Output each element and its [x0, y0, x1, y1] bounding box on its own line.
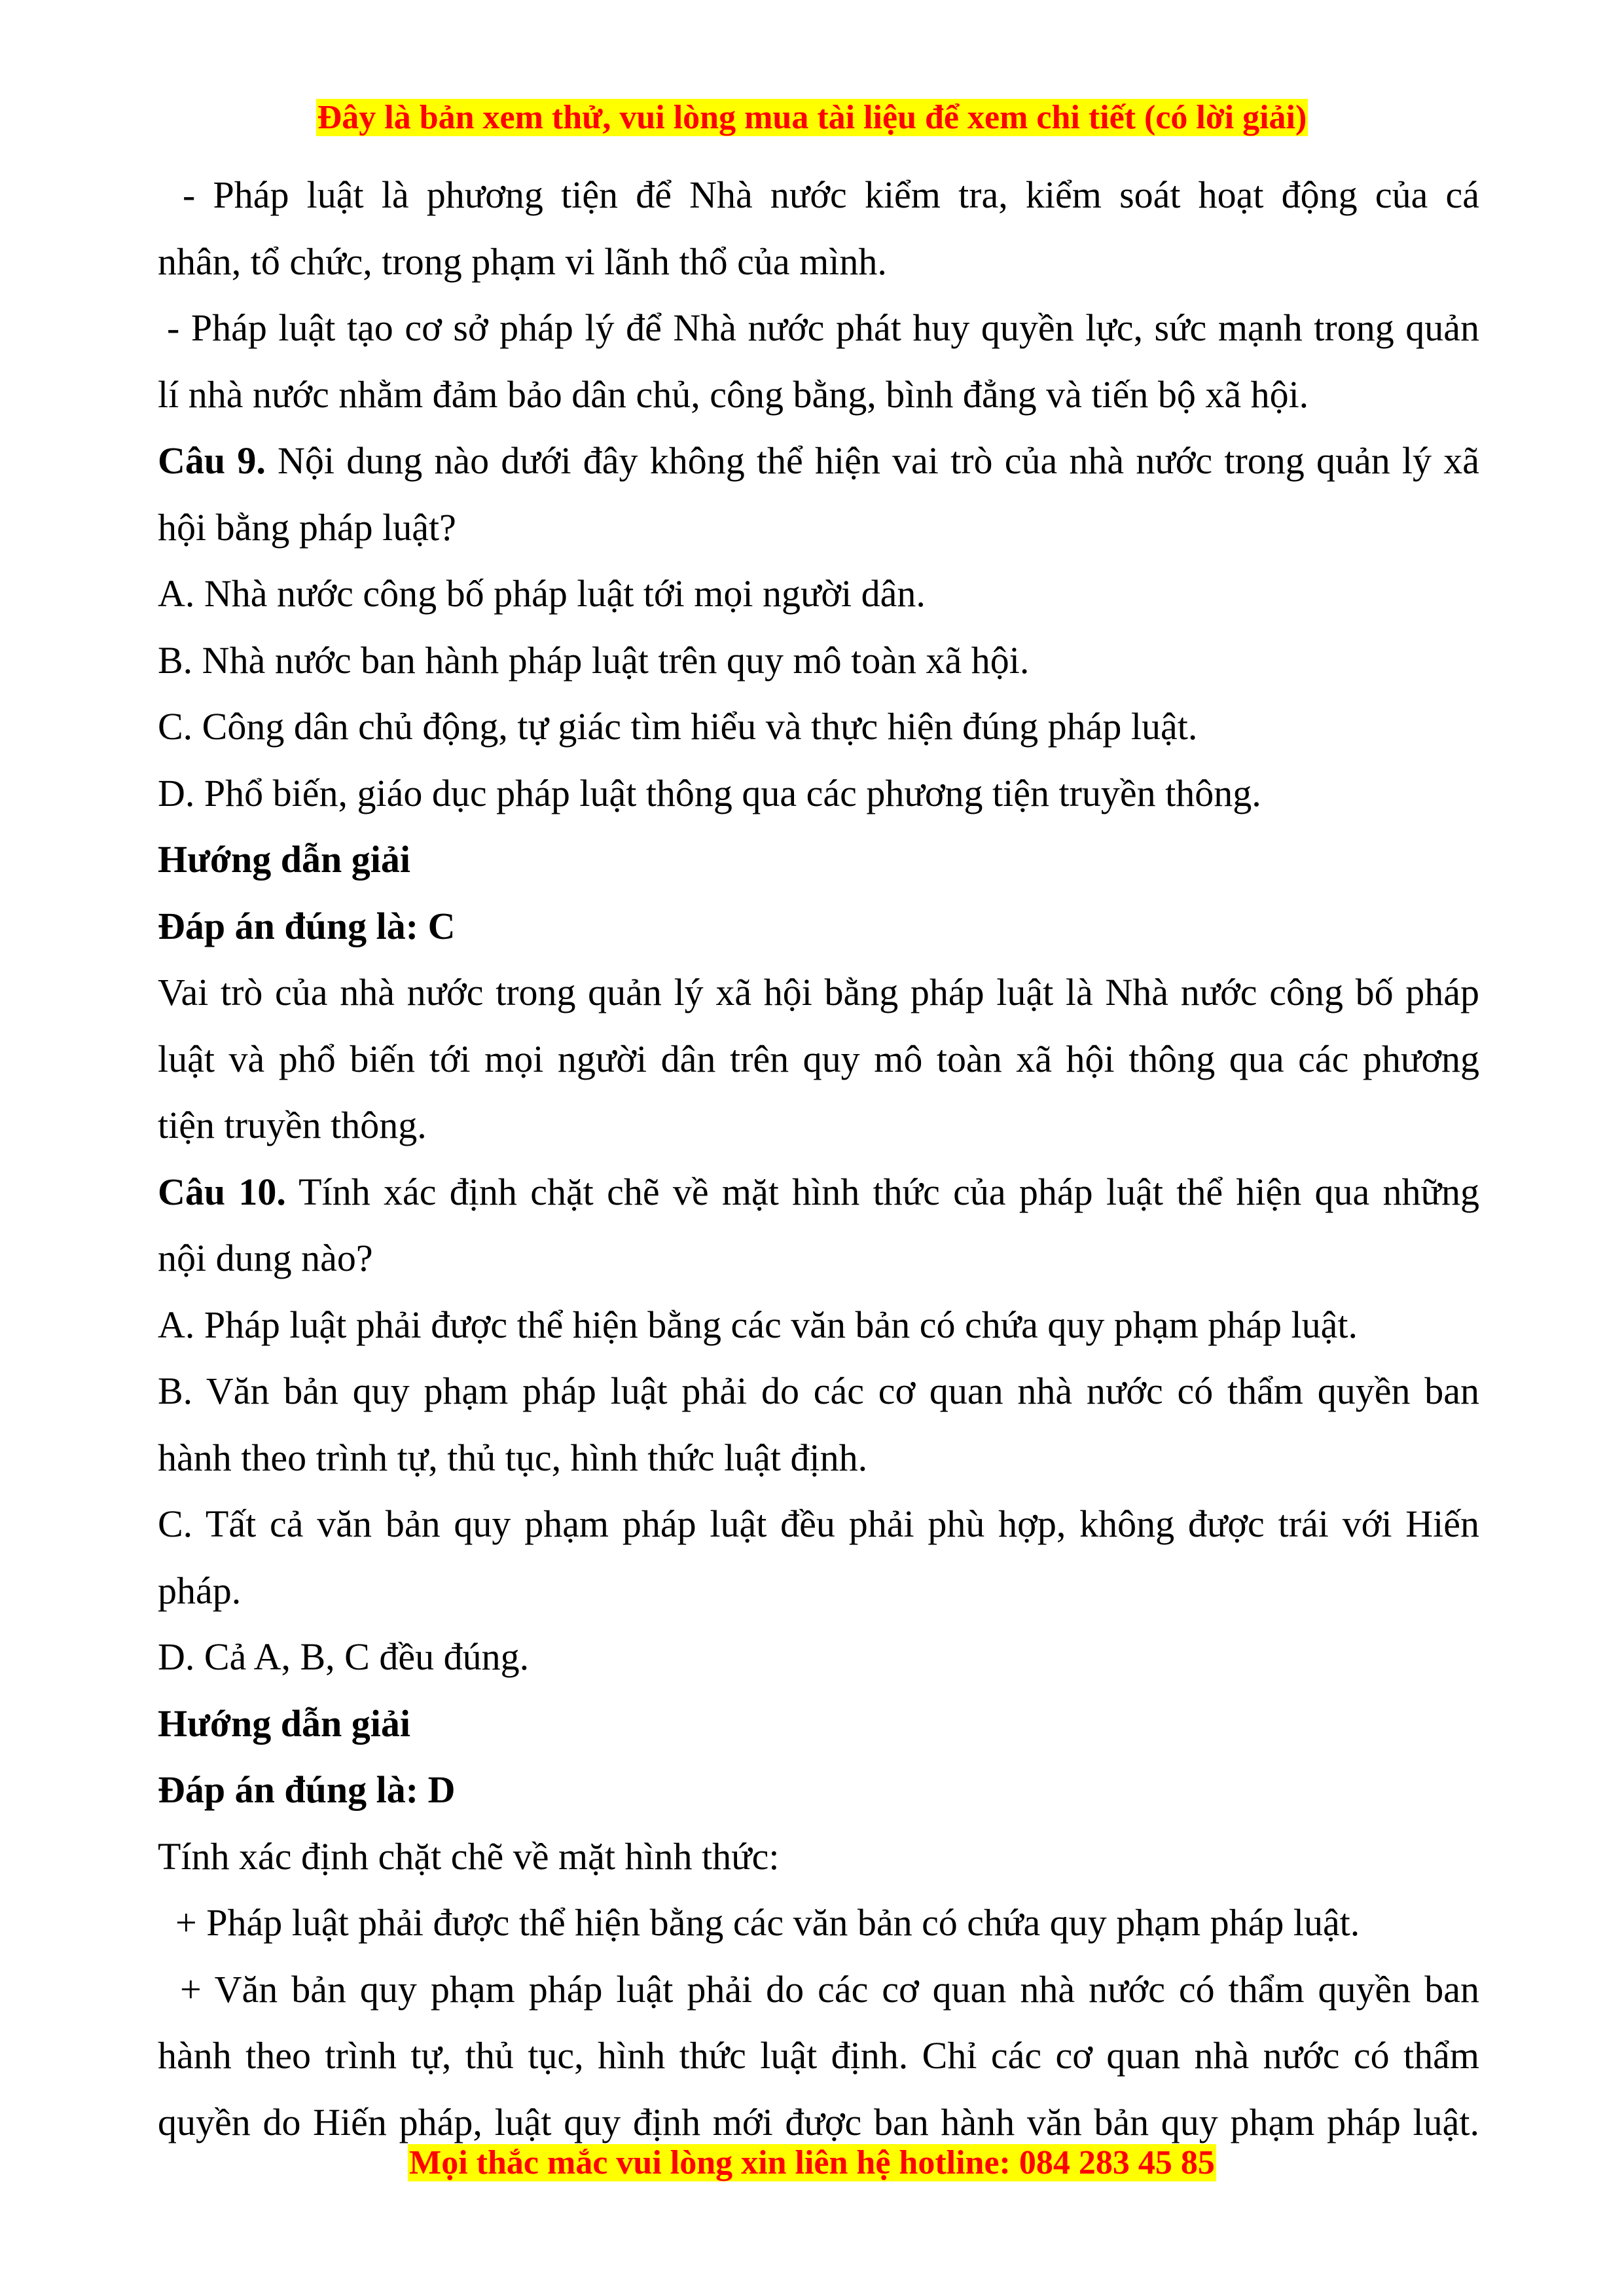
text-line	[158, 1491, 1479, 1558]
text-line	[158, 494, 1479, 561]
document-body	[158, 162, 1479, 2155]
line-text: - Pháp luật là phương tiện để Nhà nước kiểm tra, kiểm soát hoạt động của cá	[183, 173, 1479, 216]
line-text: luật và phổ biến tới mọi người dân trên quy mô toàn xã hội thông qua các phương	[158, 1037, 1479, 1080]
line-text: Tính xác định chặt chẽ về mặt hình thức:	[158, 1834, 780, 1878]
text-line	[158, 1956, 1479, 2023]
text-line	[158, 295, 1479, 361]
bold-label: Hướng dẫn giải	[158, 838, 411, 881]
bold-label: Đáp án đúng là: D	[158, 1768, 456, 1811]
section-heading	[158, 826, 1479, 893]
text-line	[158, 560, 1479, 627]
line-text: Vai trò của nhà nước trong quản lý xã hội bằng pháp luật là Nhà nước công bố pháp	[158, 971, 1479, 1013]
text-line	[158, 1358, 1479, 1425]
bold-label: Câu 10.	[158, 1170, 286, 1213]
text-line	[158, 1292, 1479, 1358]
text-line	[158, 1889, 1479, 1956]
line-text: C. Tất cả văn bản quy phạm pháp luật đều phải phù hợp, không được trái với Hiến	[158, 1503, 1479, 1545]
bold-label: Đáp án đúng là: C	[158, 904, 456, 947]
text-line	[158, 1026, 1479, 1093]
line-text: Nội dung nào dưới đây không thể hiện vai trò của nhà nước trong quản lý xã	[265, 439, 1479, 482]
text-line	[158, 959, 1479, 1026]
section-heading	[158, 1757, 1479, 1823]
line-text: pháp.	[158, 1569, 242, 1612]
line-text: tiện truyền thông.	[158, 1104, 427, 1146]
text-line	[158, 1823, 1479, 1890]
line-text: B. Nhà nước ban hành pháp luật trên quy mô toàn xã hội.	[158, 638, 1030, 682]
line-text: hành theo trình tự, thủ tục, hình thức luật định. Chỉ các cơ quan nhà nước có thẩm	[158, 2034, 1479, 2077]
line-text: nội dung nào?	[158, 1237, 373, 1279]
line-text: D. Phổ biến, giáo dục pháp luật thông qua các phương tiện truyền thông.	[158, 771, 1261, 814]
text-line	[158, 1159, 1479, 1226]
line-text: quyền do Hiến pháp, luật quy định mới được ban hành văn bản quy phạm pháp luật.	[158, 2100, 1479, 2143]
line-text: B. Văn bản quy phạm pháp luật phải do các cơ quan nhà nước có thẩm quyền ban	[158, 1370, 1479, 1412]
text-line	[158, 627, 1479, 694]
text-line	[158, 760, 1479, 827]
section-heading	[158, 893, 1479, 960]
line-text: A. Pháp luật phải được thể hiện bằng các văn bản có chứa quy phạm pháp luật.	[158, 1303, 1358, 1346]
line-text: + Văn bản quy phạm pháp luật phải do các cơ quan nhà nước có thẩm quyền ban	[180, 1967, 1479, 2011]
text-line	[158, 1092, 1479, 1159]
text-line	[158, 1425, 1479, 1491]
preview-notice-text: Đây là bản xem thử, vui lòng mua tài liệu để xem chi tiết (có lời giải)	[317, 99, 1307, 136]
bold-label: Câu 9.	[158, 439, 266, 482]
preview-notice-header	[0, 98, 1624, 137]
text-line	[158, 1624, 1479, 1690]
text-line	[158, 228, 1479, 295]
text-line	[158, 361, 1479, 428]
line-text: A. Nhà nước công bố pháp luật tới mọi người dân.	[158, 572, 926, 615]
line-text: C. Công dân chủ động, tự giác tìm hiểu và thực hiện đúng pháp luật.	[158, 705, 1198, 748]
hotline-notice-text: Mọi thắc mắc vui lòng xin liên hệ hotline: 084 283 45 85	[409, 2144, 1215, 2181]
line-text: nhân, tổ chức, trong phạm vi lãnh thổ của mình.	[158, 240, 887, 283]
line-text: - Pháp luật tạo cơ sở pháp lý để Nhà nước phát huy quyền lực, sức mạnh trong quản	[167, 306, 1479, 349]
text-line	[158, 2022, 1479, 2089]
line-text: + Pháp luật phải được thể hiện bằng các văn bản có chứa quy phạm pháp luật.	[175, 1901, 1360, 1944]
text-line	[158, 1558, 1479, 1624]
text-line	[158, 428, 1479, 494]
line-text: hội bằng pháp luật?	[158, 505, 456, 549]
text-line	[158, 162, 1479, 228]
line-text: Tính xác định chặt chẽ về mặt hình thức của pháp luật thể hiện qua những	[285, 1170, 1479, 1213]
bold-label: Hướng dẫn giải	[158, 1702, 411, 1745]
hotline-notice-footer	[0, 2143, 1624, 2183]
line-text: lí nhà nước nhằm đảm bảo dân chủ, công bằng, bình đẳng và tiến bộ xã hội.	[158, 373, 1309, 416]
text-line	[158, 693, 1479, 760]
section-heading	[158, 1690, 1479, 1757]
text-line	[158, 1225, 1479, 1292]
line-text: D. Cả A, B, C đều đúng.	[158, 1635, 530, 1678]
line-text: hành theo trình tự, thủ tục, hình thức luật định.	[158, 1436, 868, 1479]
